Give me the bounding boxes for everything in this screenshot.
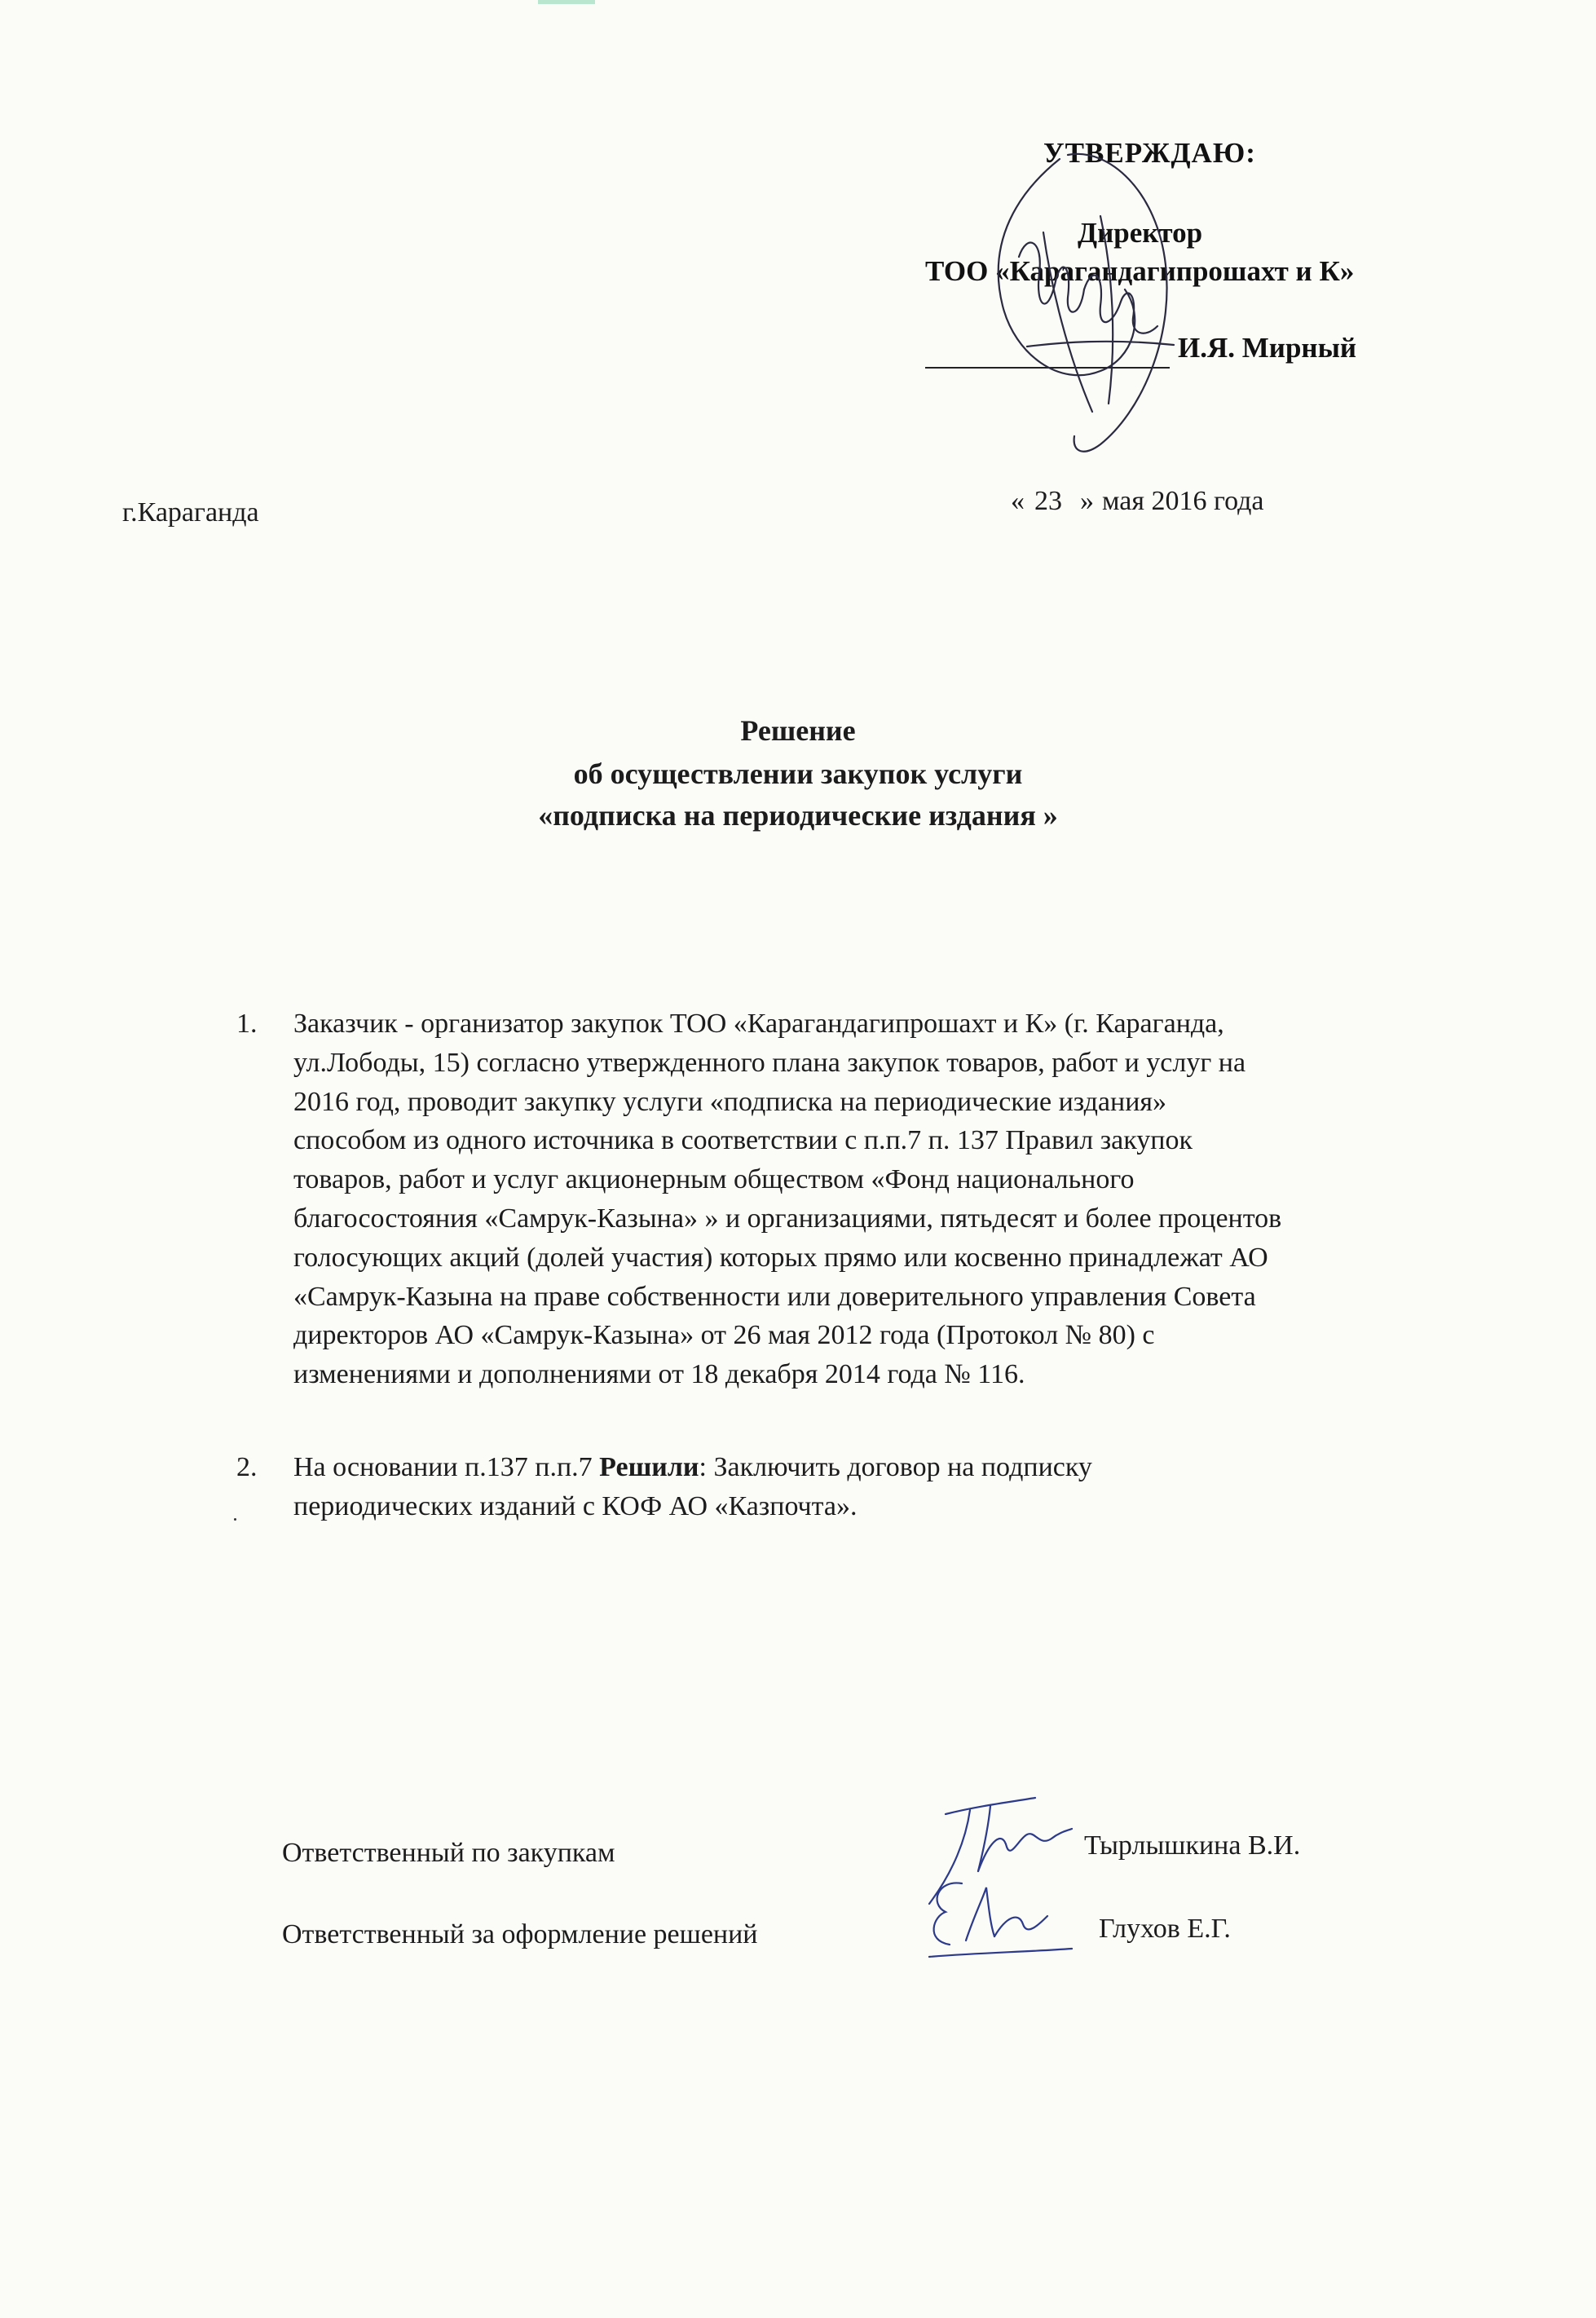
responsible-role: Ответственный по закупкам	[282, 1838, 615, 1868]
item-line: ул.Лободы, 15) согласно утвержденного плана закупок товаров, работ и услуг на	[293, 1047, 1246, 1078]
document-title: Решение	[740, 714, 856, 747]
director-signature	[970, 143, 1215, 461]
approval-name: И.Я. Мирный	[1178, 332, 1357, 364]
document-date	[1011, 486, 1264, 517]
item-line: благосостояния «Самрук-Казына» » и организациями, пятьдесят и более процентов	[293, 1203, 1282, 1234]
responsible-role: Ответственный за оформление решений	[282, 1919, 758, 1949]
item-line: товаров, работ и услуг акционерным обществом «Фонд национального	[293, 1164, 1135, 1195]
item-number: 2.	[236, 1452, 258, 1482]
item-number: 1.	[236, 1009, 258, 1039]
approval-company: ТОО «Карагандагипрошахт и К»	[925, 255, 1355, 287]
date-month-year: мая 2016 года	[1102, 486, 1264, 516]
item-line: способом из одного источника в соответствии с п.п.7 п. 137 Правил закупок	[293, 1125, 1193, 1156]
responsible-name: Тырлышкина В.И.	[1084, 1830, 1301, 1861]
item-text	[293, 1004, 1500, 1394]
item-line: голосующих акций (долей участия) которых прямо или косвенно принадлежат АО	[293, 1242, 1268, 1273]
item-line	[293, 1448, 1500, 1487]
approval-position: Директор	[1078, 217, 1203, 249]
item-line: Заказчик - организатор закупок ТОО «Карагандагипрошахт и К» (г. Караганда,	[293, 1009, 1224, 1039]
item-line: директоров АО «Самрук-Казына» от 26 мая 2012 года (Протокол № 80) с	[293, 1320, 1155, 1351]
item-line: изменениями и дополнениями от 18 декабря 2014 года № 116.	[293, 1359, 1025, 1390]
document-subject: «подписка на периодические издания »	[538, 799, 1058, 832]
item-text-segment: На основании п.137 п.п.7	[293, 1452, 600, 1482]
item-text	[293, 1448, 1500, 1526]
decision-signature	[905, 1867, 1076, 1965]
responsible-name: Глухов Е.Г.	[1099, 1914, 1231, 1944]
date-close-quote: »	[1080, 486, 1094, 516]
scan-artifact	[234, 1518, 236, 1521]
document-place: г.Караганда	[122, 497, 259, 528]
item-line: периодических изданий с КОФ АО «Казпочта».	[293, 1490, 858, 1521]
item-line: 2016 год, проводит закупку услуги «подписка на периодические издания»	[293, 1086, 1167, 1117]
date-open-quote: «	[1011, 486, 1025, 516]
date-day: 23	[1034, 486, 1062, 516]
item-line: «Самрук-Казына на праве собственности или доверительного управления Совета	[293, 1281, 1256, 1312]
approval-heading: УТВЕРЖДАЮ:	[1043, 137, 1256, 169]
item-text-segment: : Заключить договор на подписку	[699, 1452, 1092, 1482]
document-subtitle: об осуществлении закупок услуги	[573, 757, 1023, 790]
decision-keyword: Решили	[599, 1452, 699, 1482]
scan-artifact	[538, 0, 595, 4]
